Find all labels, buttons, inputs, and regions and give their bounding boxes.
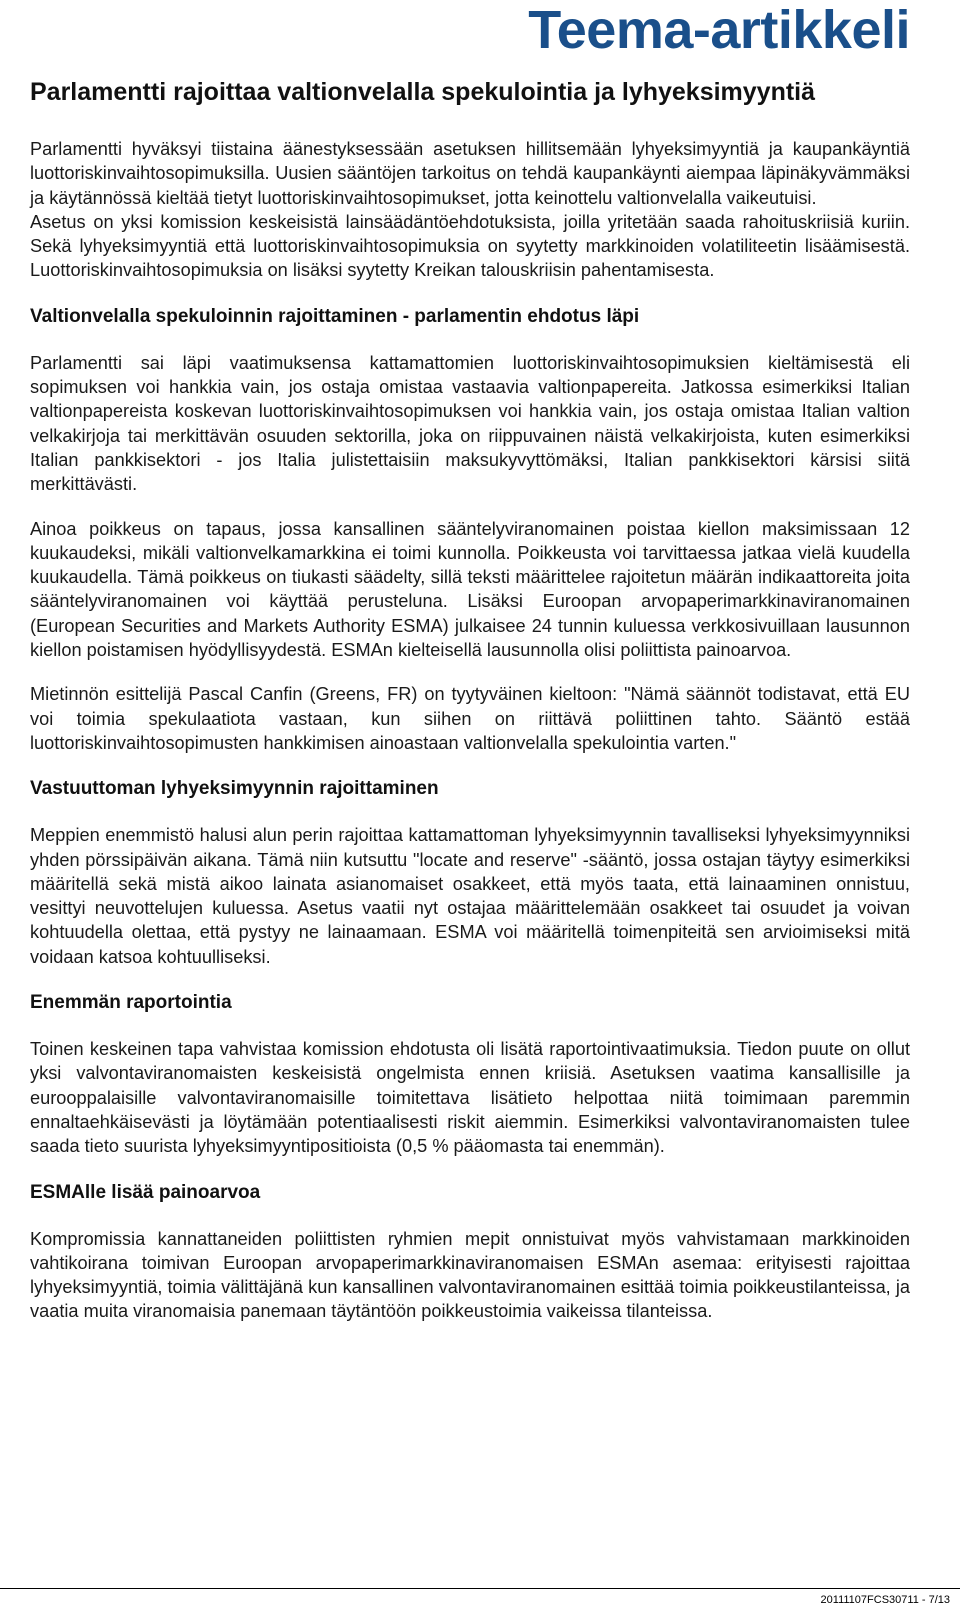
section-heading-reporting: Enemmän raportointia — [30, 992, 232, 1014]
page-header — [0, 0, 910, 60]
speculation-paragraph-1: Parlamentti sai läpi vaatimuksensa kattamattomien luottoriskinvaihtosopimuksien kieltämisestä eli sopimuksen voi hankkia vain, jos ostaja omistaa vastaavia valtionpapereita. Jatkossa esimerkiksi Italian valtionpapereista koskevan luottoriskinvaihtosopimuksen voi hankkia vain, jos ostaja omistaa Italian valtion velkakirjoja tai merkittävän osuuden sektorilla, joka on riippuvainen näistä velkakirjoista, kuten esimerkiksi Italian pankkisektori - jos Italia julistettaisiin maksukyvyttömäksi, Italian pankkisektori kärsisi siitä merkittävästi. — [30, 352, 910, 495]
intro-paragraph-1: Parlamentti hyväksyi tiistaina äänestyksessään asetuksen hillitsemään lyhyeksimyyntiä ja kaupankäyntiä luottoriskinvaihtosopimuksilla. Uusien sääntöjen tarkoitus on tehdä kaupankäynti aiempaa läpinäkyvämmäksi ja käytännössä kieltää tietyt luottoriskinvaihtosopimukset, jotta keinottelu valtionvelalla vaikeutuisi. — [30, 139, 910, 208]
footer-document-code: 20111107FCS30711 - 7/13 — [820, 1594, 950, 1606]
speculation-paragraph-2: Ainoa poikkeus on tapaus, jossa kansallinen sääntelyviranomainen poistaa kiellon maksimissaan 12 kuukaudeksi, mikäli valtionvelkamarkkina ei toimi kunnolla. Poikkeusta voi tarvittaessa jatkaa vielä kuudella kuukaudella. Tämä poikkeus on tiukasti säädelty, sillä teksti määrittelee rajoitetun määrän indikaattoreita joita sääntelyviranomainen voi käyttää perusteluna. Lisäksi Euroopan arvopaperimarkkinaviranomainen (European Securities and Markets Authority ESMA) julkaisee 24 tunnin kuluessa verkkosivuillaan lausunnon kiellon poistamisen hyödyllisyydestä. ESMAn kielteisellä lausunnolla olisi poliittista painoarvoa. — [30, 518, 910, 661]
speculation-paragraph-3: Mietinnön esittelijä Pascal Canfin (Greens, FR) on tyytyväinen kieltoon: "Nämä säännöt todistavat, että EU voi toimia spekulaatiota vastaan, kun siihen on riittävä poliittinen tahto. Sääntö estää luottoriskinvaihtosopimusten hankkimisen ainoastaan valtionvelalla spekulointia varten." — [30, 684, 910, 753]
header-title: Teema-artikkeli — [528, 0, 910, 60]
page-footer — [0, 1585, 960, 1614]
section-heading-esma: ESMAlle lisää painoarvoa — [30, 1181, 261, 1203]
section-heading-speculation: Valtionvelalla spekuloinnin rajoittaminen - parlamentin ehdotus läpi — [30, 305, 640, 327]
footer-divider — [0, 1588, 960, 1589]
intro-paragraph-2: Asetus on yksi komission keskeisistä lainsäädäntöehdotuksista, joilla yritetään saada rahoituskriisiä kuriin. Sekä lyhyeksimyyntiä että luottoriskinvaihtosopimuksia on syytetty markkinoiden volatiliteetin lisäämisestä. Luottoriskinvaihtosopimuksia on lisäksi syytetty Kreikan talouskriisin pahentamisesta. — [30, 211, 910, 281]
reporting-paragraph: Toinen keskeinen tapa vahvistaa komission ehdotusta oli lisätä raportointivaatimuksia. Tiedon puute on ollut yksi valvontaviranomaisten keskeisistä ongelmista ennen kriisiä. Asetuksen vaatima kansallisille ja eurooppalaisille valvontaviranomaisille toimitettava lisätieto helpottaa niitä toimimaan paremmin ennaltaehkäisevästi ja löytämään potentiaalisesti riskit aiemmin. Esimerkiksi valvontaviranomaisten tulee saada tieto suurista lyhyeksimyyntipositioista (0,5 % pääomasta tai enemmän). — [30, 1039, 910, 1157]
short-selling-paragraph: Meppien enemmistö halusi alun perin rajoittaa kattamattoman lyhyeksimyynnin tavalliseksi lyhyeksimyynniksi yhden pörssipäivän aikana. Tämä niin kutsuttu "locate and reserve" -sääntö, jossa ostajan täytyy esimerkiksi määritellä sekä mistä aikoo lainata asianomaiset osakkeet, että myös taata, että lainaaminen onnistuu, vesittyi neuvottelujen kuluessa. Asetus vaatii nyt ostajaa määrittelemään osakkeet tai osuudet ja voivan kohtuudella olettaa, että pystyy ne lainaamaan. ESMA voi määritellä toimenpiteitä sen arvioimiseksi mitä voidaan katsoa kohtuulliseksi. — [30, 825, 910, 967]
section-heading-short-selling: Vastuuttoman lyhyeksimyynnin rajoittaminen — [30, 778, 439, 800]
article-title: Parlamentti rajoittaa valtionvelalla spekulointia ja lyhyeksimyyntiä — [30, 78, 816, 106]
article — [30, 78, 910, 1324]
esma-paragraph: Kompromissia kannattaneiden poliittisten ryhmien mepit onnistuivat myös vahvistamaan markkinoiden vahtikoirana toimivan Euroopan arvopaperimarkkinaviranomaisen ESMAn asemaa: erityisesti rajoittaa lyhyeksimyyntiä, toimia välittäjänä kun kansallinen valvontaviranomainen esittää toimia poikkeustilanteissa, ja vaatia muita viranomaisia panemaan täytäntöön poikkeustoimia vaikeissa tilanteissa. — [30, 1228, 910, 1322]
